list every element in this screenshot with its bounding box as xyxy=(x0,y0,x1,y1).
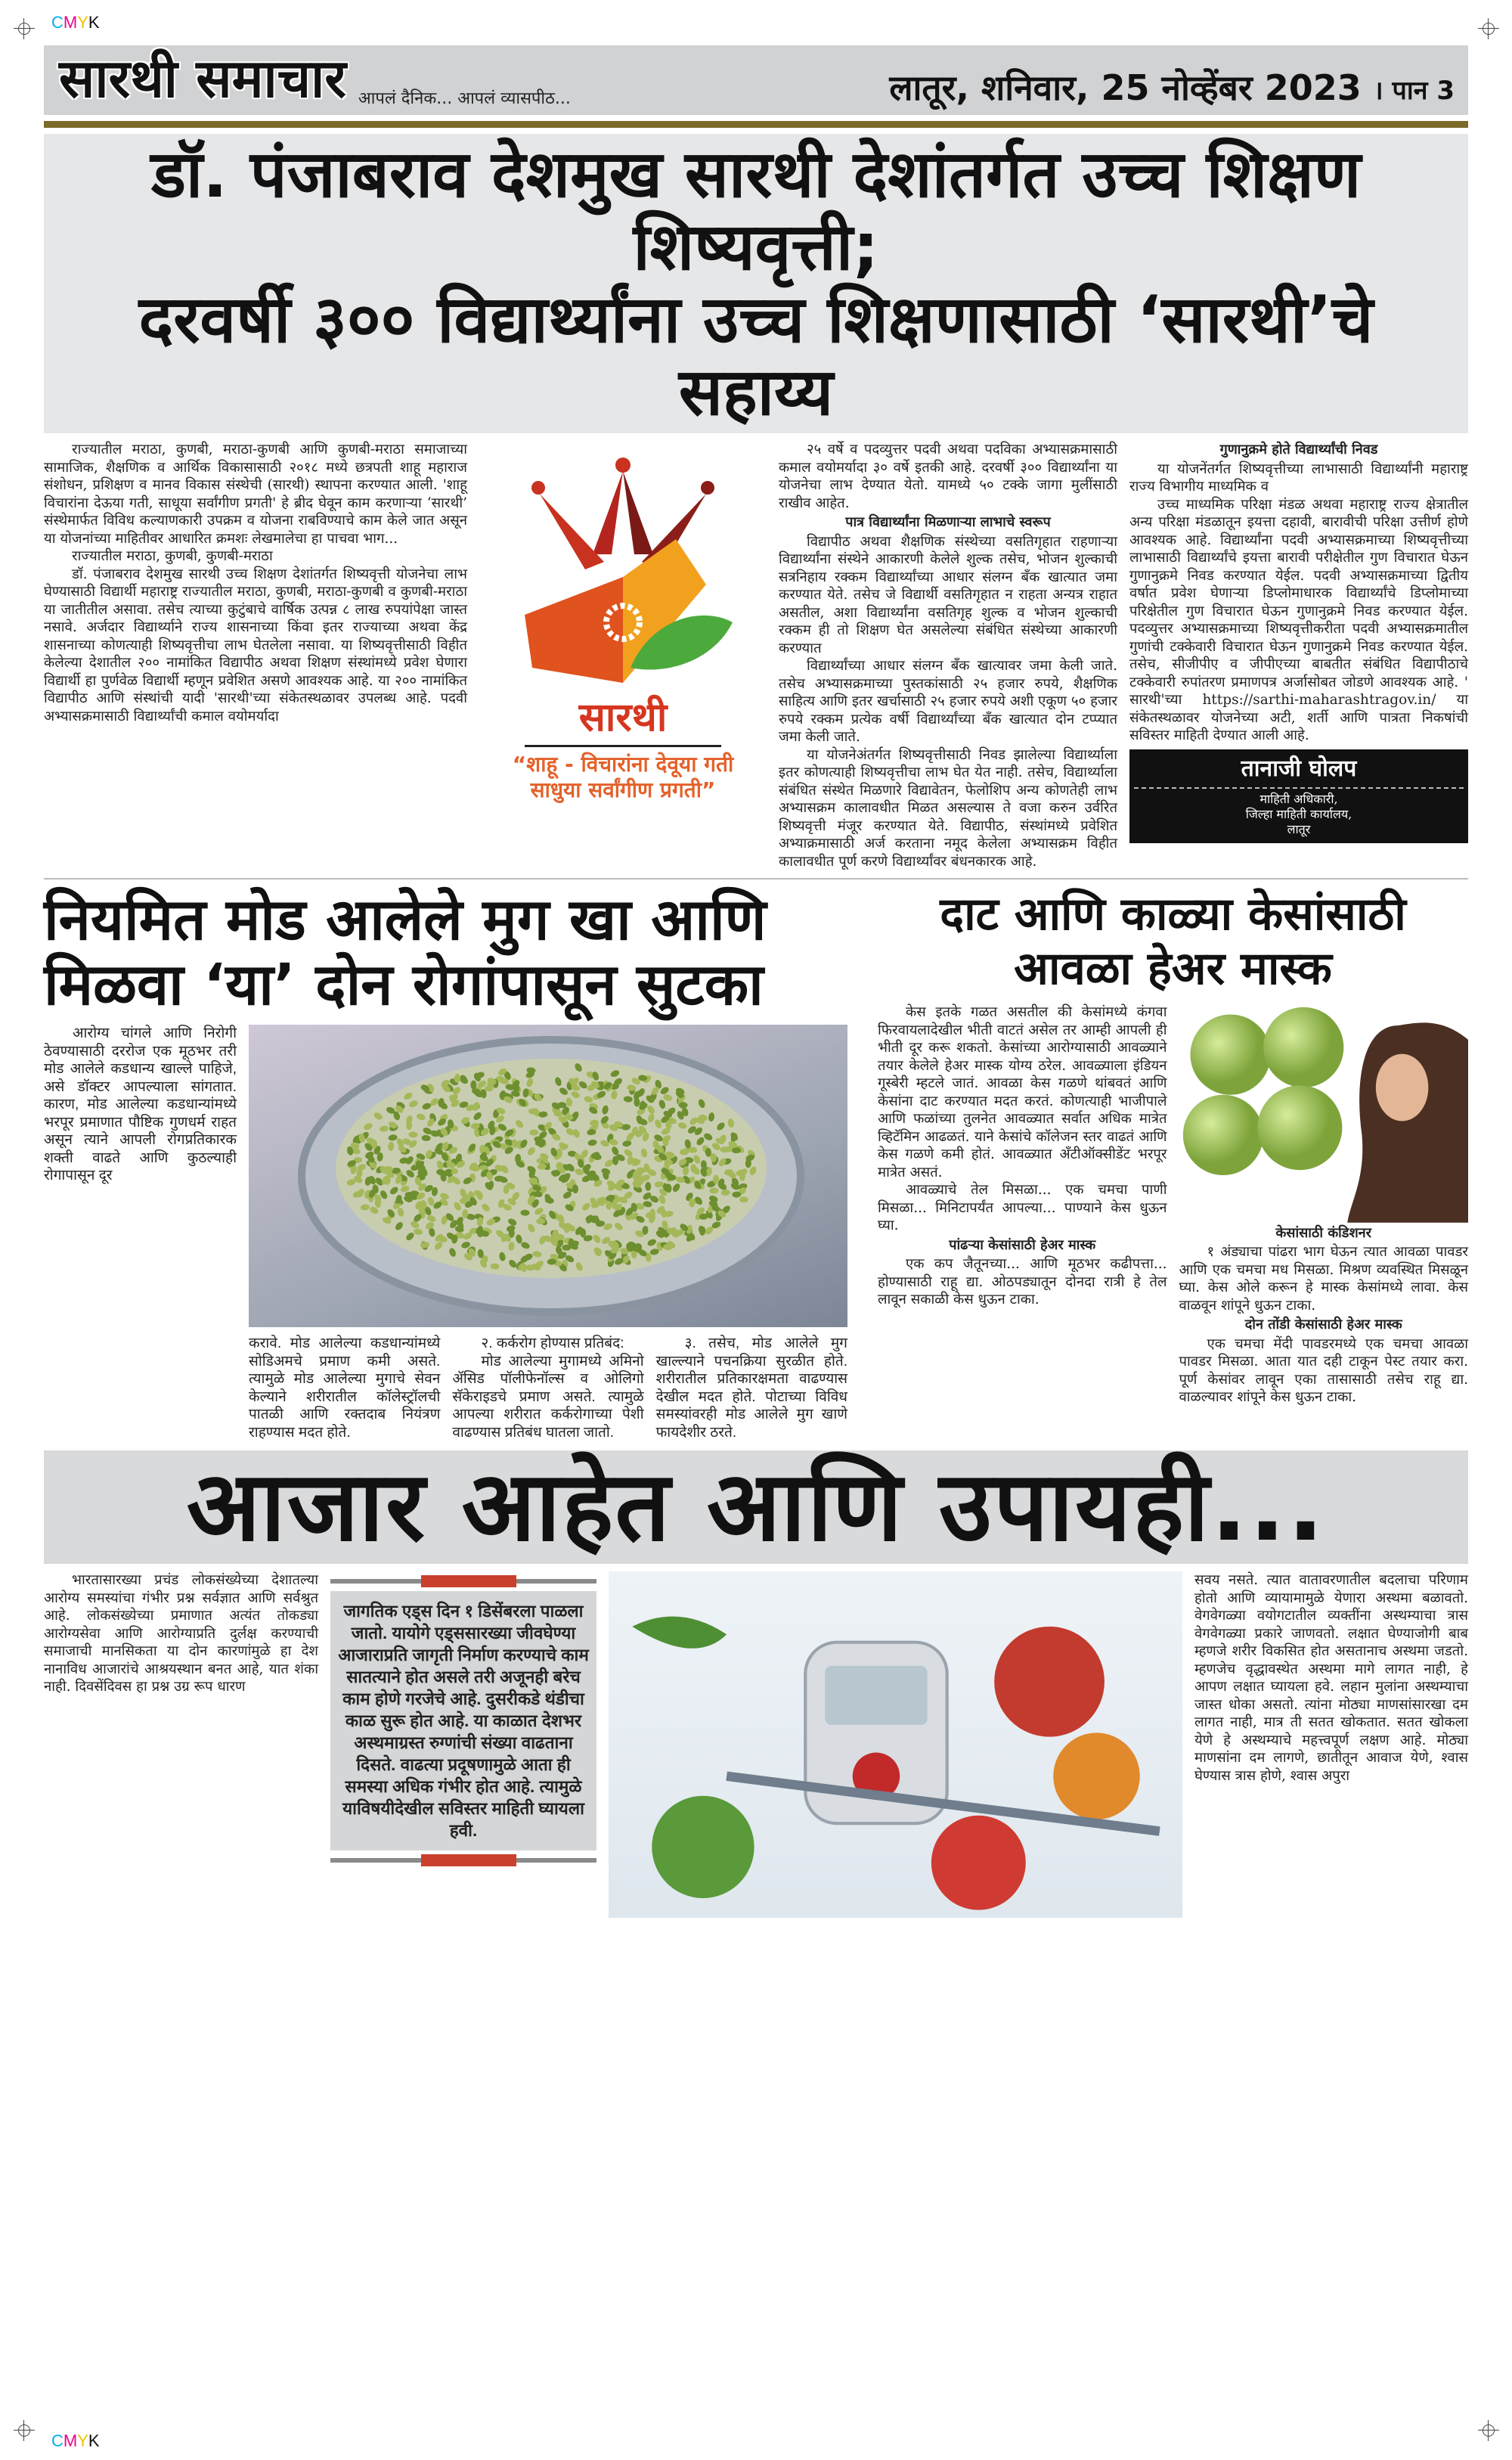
paragraph: विद्यापीठ अथवा शैक्षणिक संस्थेच्या वसतिगृहात राहणाऱ्या विद्यार्थ्यांना संस्थेने आकारणी केलेले शुल्क तसेच, भोजन शुल्काची सत्रनिहाय रक्कम विद्यार्थ्यांच्या आधार संलग्न बँक खात्यात जमा करण्यात येते. तसेच जे विद्यार्थी वसतिगृहात न राहता अन्यत्र राहात असतील, अशा विद्यार्थ्यांना वसतिगृह शुल्क व भोजन शुल्काची रक्कम ही तो शिक्षण घेत असलेल्या संबंधित संस्थेच्या आकारणी करण्यात xyxy=(779,533,1117,656)
article-column xyxy=(249,1335,440,1441)
logo-rule xyxy=(525,745,721,747)
health-beauty-row xyxy=(44,887,1468,1441)
paragraph: भारतासारख्या प्रचंड लोकसंख्येच्या देशातल्या आरोग्य समस्यांचा गंभीर प्रश्न सर्वज्ञात आणि सर्वश्रुत आहे. लोकसंख्येच्या प्रमाणात अत्यंत तोकड्या आरोग्यसेवा आणि आरोग्याप्रति दुर्लक्ष करण्याची समाजाची मानसिकता या दोन कारणांमुळे हा देश नानाविध आजारांचे आश्रयस्थान बनत आहे, यात शंका नाही. दिवसेंदिवस हा प्रश्न उग्र रूप धारण xyxy=(44,1572,318,1695)
callout-rule xyxy=(330,1858,596,1863)
subheading: पात्र विद्यार्थ्यांना मिळणाऱ्या लाभाचे स्वरूप xyxy=(845,514,1051,530)
author-city: लातूर xyxy=(1287,821,1311,836)
paragraph: केस इतके गळत असतील की केसांमध्ये कंगवा फिरवायलादेखील भीती वाटतं असेल तर आम्ही आपली ही भीती दूर करू शकतो. केसांच्या आरोग्यासाठी आवळ्याने तयार केलेले हेअर मास्क योग्य ठरेल. आवळ्याला इंडियन गूस्बेरी म्हटले जातं. आवळा केस गळणे थांबवतं आणि केसांना दाट करण्यात मदत करतं. कोणत्याही भाजीपाले आणि फळांच्या तुलनेत आवळ्यात सर्वात अधिक मात्रेत व्हिटॅमिन आढळतं. याने केसांचे कॉलेजन स्तर वाढतं आणि केस गळणे कमी होतं. आवळ्यात ॲंटीऑक्सीडेंट भरपूर मात्रेत असतं. xyxy=(878,1004,1167,1180)
callout-column xyxy=(330,1571,596,1870)
paragraph: राज्यातील मराठा, कुणबी, कुणबी-मराठा xyxy=(72,548,273,564)
subheading: दोन तोंडी केसांसाठी हेअर मास्क xyxy=(1244,1317,1402,1333)
cmyk-label: CMYK xyxy=(51,13,100,32)
paragraph: १ अंड्याचा पांढरा भाग घेऊन त्यात आवळा पावडर आणि एक चमचा मध मिसळा. मिश्रण व्यवस्थित मिसळून घ्या. केस ओले करून हे मास्क केसांमध्ये लावा. केस वाळवून शांपूने धुऊन टाका. xyxy=(1179,1244,1468,1314)
registration-mark-icon xyxy=(14,2420,35,2441)
paragraph: करावे. मोड आलेल्या कडधान्यांमध्ये सोडिअमचे प्रमाण कमी असते. त्यामुळे मोड आलेल्या मुगाचे सेवन केल्याने शरीरातील कॉलेस्ट्रॉलची पातळी आणि रक्तदाब नियंत्रण राहण्यास मदत होते. xyxy=(249,1335,441,1441)
paragraph: २५ वर्षे व पदव्युत्तर पदवी अथवा पदविका अभ्यासक्रमासाठी कमाल वयोमर्यादा ३० वर्षे इतकी आहे. दरवर्षी ३०० विद्यार्थ्यांना या योजनेचा लाभ देण्यात येतो. यामध्ये ५० टक्के जागा मुलींसाठी राखीव आहेत. xyxy=(779,442,1117,511)
article-diseases-body xyxy=(44,1571,1468,1918)
logo-wordmark: सारथी xyxy=(578,695,668,740)
registration-mark-icon xyxy=(1478,18,1499,39)
paragraph: आवळ्याचे तेल मिसळा... एक चमचा पाणी मिसळा... मिनिटापर्यंत आपल्या... पाण्याने केस धुऊन घ्या. xyxy=(878,1182,1167,1233)
callout-box: जागतिक एड्स दिन १ डिसेंबरला पाळला जातो. यायोगे एड्ससारख्या जीवघेण्या आजाराप्रति जागृती निर्माण करण्याचे काम सातत्याने होत असले तरी अजूनही बरेच काम होणे गरजेचे आहे. दुसरीकडे थंडीचा काळ सुरू होत आहे. या काळात देशभर अस्थमाग्रस्त रुग्णांची संख्या वाढताना दिसते. वाढत्या प्रदूषणामुळे आता ही समस्या अधिक गंभीर होत आहे. त्यामुळे याविषयीदेखील सविस्तर माहिती घ्यायला हवी. xyxy=(330,1591,596,1850)
headline-band xyxy=(44,1450,1468,1564)
sprout-texture xyxy=(732,1147,741,1153)
subheading: गुणानुक्रमे होते विद्यार्थ्यांची निवड xyxy=(1219,442,1378,458)
paragraph: या योजनेंतर्गत शिष्यवृत्तीच्या लाभासाठी विद्यार्थ्यांनी महाराष्ट्र राज्य विभागीय माध्यमिक व xyxy=(1129,461,1468,495)
headline-line: दाट आणि काळ्या केसांसाठी xyxy=(940,888,1406,941)
headline-line: नियमित मोड आलेले मुग खा आणि xyxy=(44,886,767,953)
article-column xyxy=(1194,1571,1468,1785)
headline-line: मिळवा ‘या’ दोन रोगांपासून सुटका xyxy=(44,951,764,1018)
intro-paragraph: राज्यातील मराठा, कुणबी, मराठा-कुणबी आणि कुणबी-मराठा समाजाच्या सामाजिक, शैक्षणिक व आर्थिक विकासासाठी २०१८ मध्ये छत्रपती शाहू महाराज संशोधन, प्रशिक्षण व मानव विकास संस्थेची (सारथी) स्थापना करण्यात आली. 'शाहू विचारांना देऊया गती, साधूया सर्वांगीण प्रगती' हे ब्रीद घेवून काम करणाऱ्या ‘सारथी’ संस्थेमार्फत विविध कल्याणकारी उपक्रम व योजना राबविण्याचे काम केले जात असून या योजनांच्या माहितीवर आधारित क्रमशः लेखमालेचा हा पाचवा भाग... xyxy=(44,442,467,547)
article-column xyxy=(1179,1004,1469,1407)
headline-amla-hair-mask xyxy=(878,887,1468,996)
headline-sprouted-moong xyxy=(44,887,847,1017)
print-marks-bottom xyxy=(44,2422,1468,2460)
author-name: तानाजी घोलप xyxy=(1241,755,1357,782)
logo-motto xyxy=(479,752,767,803)
paragraph: आरोग्य चांगले आणि निरोगी ठेवण्यासाठी दररोज एक मूठभर तरी मोड आलेले कडधान्य खाल्ले पाहिजे, असे डॉक्टर आपल्याला सांगतात. कारण, मोड आलेल्या कडधान्यांमध्ये भरपूर प्रमाणात पौष्टिक गुणधर्म राहत असून त्याने आपली रोगप्रतिकारक शक्ती वाढते आणि कुठल्याही रोगापासून दूर xyxy=(44,1025,237,1183)
article-amla-hair-mask xyxy=(878,887,1468,1407)
dateline: लातूर, शनिवार, 25 नोव्हेंबर 2023 xyxy=(889,67,1362,108)
page-number: । पान 3 xyxy=(1373,76,1455,106)
author-role: माहिती अधिकारी, xyxy=(1259,791,1338,806)
article-sprouted-moong xyxy=(44,887,847,1441)
headline-line: दरवर्षी ३०० विद्यार्थ्यांना उच्च शिक्षणासाठी ‘सारथी’चे सहाय्य xyxy=(138,282,1374,430)
masthead xyxy=(44,45,1468,115)
glucose-meter-fruits-image xyxy=(609,1571,1182,1918)
paragraph: एक चमचा मेंदी पावडरमध्ये एक चमचा आवळा पावडर मिसळा. आता यात दही टाकून पेस्ट तयार करा. पूर्ण केसांवर लावून एका तासासाठी तसेच राहू द्या. वाळल्यावर शांपूने केस धुऊन टाका. xyxy=(1179,1335,1468,1406)
amla-fruit-image xyxy=(1179,1004,1469,1223)
health-photo xyxy=(609,1571,1182,1918)
article-column xyxy=(44,1025,237,1185)
newspaper-title: सारथी समाचार xyxy=(59,48,346,110)
headline-line: डॉ. पंजाबराव देशमुख सारथी देशांतर्गत उच्च शिक्षण शिष्यवृत्ती; xyxy=(150,137,1362,285)
paragraph: एक कप जैतूनच्या... आणि मूठभर कढीपत्ता... होण्यासाठी राहू द्या. ओठपड्यातून दोनदा रात्री हे तेल लावून सकाळी केस धुऊन टाका. xyxy=(878,1256,1167,1308)
byline-box xyxy=(1129,749,1468,843)
headline-diseases-and-remedies: आजार आहेत आणि उपायही... xyxy=(186,1450,1326,1563)
section-divider xyxy=(44,878,1468,879)
paragraph: सवय नसते. त्यात वातावरणातील बदलाचा परिणाम होतो आणि व्यायामामुळे येणारा अस्थमा बळावतो. वेगवेगळ्या वयोगटातील व्यक्तींना अस्थम्याचा त्रास वेगवेगळ्या प्रकारे जाणवतो. लक्षात घेण्याजोगी बाब म्हणजे शरीर विकसित होत असतानाच अस्थमा जडतो. म्हणजेच वृद्धावस्थेत अस्थमा मागे लागत नाही, हे आपण लक्षात घ्यायला हवे. लहान मुलांना अस्थम्याचा जास्त धोका असतो. त्यांना मोठ्या माणसांसारखा दम लागत नाही, मात्र ती सतत खोकतात. सतत खोकला येणे हे अस्थम्याचे महत्त्वपूर्ण लक्षण आहे. मोठ्या माणसांना दम लागणे, छातीतून आवाज येणे, श्वास घेण्यास त्रास होणे, श्वास अपुरा xyxy=(1194,1572,1468,1784)
article-columns xyxy=(779,441,1468,870)
print-marks-top xyxy=(44,0,1468,45)
article-column xyxy=(44,1571,318,1696)
paragraph: विद्यार्थ्यांच्या आधार संलग्न बँक खात्यावर जमा केली जाते. तसेच अभ्यासक्रमाच्या पुस्तकांसाठी २५ हजार रुपये, शैक्षणिक साहित्य आणि इतर खर्चासाठी २५ हजार रुपये अशी एकूण ५० हजार रुपये रक्कम प्रत्येक वर्षी विद्यार्थ्यांच्या बँक खात्यात दोन टप्प्यात जमा केली जाते. xyxy=(779,658,1117,745)
paragraph: मोड आलेल्या मुगामध्ये अमिनो ॲसिड पॉलीफेनॉल्स व ओलिगो सॅकेराइडचे प्रमाण असते. त्यामुळे आपल्या शरीरात कर्करोगाच्या पेशी वाढण्यास प्रतिबंध घातला जातो. xyxy=(452,1353,644,1441)
paragraph: या योजनेअंतर्गत शिष्यवृत्तीसाठी निवड झालेल्या विद्यार्थ्याला इतर कोणत्याही शिष्यवृत्तीचा लाभ घेत येत नाही. तसेच, विद्यार्थ्याला संबंधित संस्थेत मिळणारे विद्यावेतन, फेलोशिप अन्य कोणतेही लाभ अभ्यासक्रम कालावधीत मिळत असल्यास ते वजा करुन उर्वरित शिष्यवृत्ती मंजूर करण्यात येते. विद्यापीठ, संस्थांमध्ये प्रवेशित अभ्याक्रमासाठी अर्ज करताना नमूद केलेला अभ्यासक्रम विहीत कालावधीत पूर्ण करणे विद्यार्थ्यांवर बंधनकारक आहे. xyxy=(779,746,1117,870)
sarthi-logo xyxy=(479,441,767,803)
sprout-texture xyxy=(416,1160,422,1169)
registration-mark-icon xyxy=(14,18,35,39)
article-column xyxy=(656,1335,847,1441)
sarthi-emblem-icon xyxy=(479,441,767,690)
callout-rule xyxy=(330,1579,596,1584)
motto-line: साधुया सर्वांगीण प्रगती” xyxy=(530,777,716,802)
subheading: २. कर्करोग होण्यास प्रतिबंद: xyxy=(481,1335,624,1351)
author-office: जिल्हा माहिती कार्यालय, xyxy=(1245,806,1352,821)
paragraph: ३. तसेच, मोड आलेले मुग खाल्ल्याने पचनक्रिया सुरळीत होते. शरीरातील प्रतिकारक्षमता वाढण्यास देखील मदत होते. पोटाच्या विविध समस्यांवरही मोड आलेले मुग खाणे फायदेशीर ठरते. xyxy=(655,1335,847,1441)
tagline: आपलं दैनिक... आपलं व्यासपीठ... xyxy=(358,89,571,108)
article-column xyxy=(878,1004,1167,1309)
colander-sprouts-image xyxy=(249,1025,847,1327)
paragraph: उच्च माध्यमिक परिक्षा मंडळ अथवा महाराष्ट्र राज्य क्षेत्रातील अन्य परिक्षा मंडळातून इयत्ता दहावी, बारावीची परिक्षा उत्तीर्ण होणे आवश्यक आहे. विद्यार्थ्यांना पदवी अभ्यासक्रमाच्या शिष्यवृत्तीच्या लाभासाठी विद्यार्थ्यांचे इयत्ता बारावी परीक्षेतील गुण विचारात घेऊन गुणानुक्रमे निवड करण्यात येईल. पदवी अभ्यासक्रमाच्या द्वितीय वर्षात प्रवेश घेणाऱ्या डिप्लोमाधारक विद्यार्थ्यांचे डिप्लोमाच्या परिक्षेतील गुण विचारात घेऊन गुणानुक्रमे निवड करण्यात येईल. पदव्युत्तर अभ्यासक्रमाच्या शिष्यवृत्तीकरीता पदवी अभ्यासक्रमातील गुणांची टक्केवारी विचारात घेऊन गुणानुक्रमे निवड करण्यात येईल. तसेच, सीजीपीए व जीपीएच्या बाबतीत संबंधित विद्यापीठाचे टक्केवारी रुपांतरण प्रमाणपत्र अर्जासोबत जोडणे आवश्यक आहे. ' सारथी'च्या https://sarthi-maharashtragov.in/ या संकेतस्थळावर योजनेच्या अटी, शर्ती आणि पात्रता निकषांची सविस्तर माहिती देण्यात आली आहे. xyxy=(1129,496,1468,743)
byline-divider xyxy=(1134,787,1464,789)
sprouts-photo xyxy=(249,1025,847,1327)
headline-sarthi-scholarship xyxy=(44,134,1468,433)
article-column xyxy=(452,1335,643,1441)
subheading: पांढऱ्या केसांसाठी हेअर मास्क xyxy=(949,1236,1096,1253)
paragraph: डॉ. पंजाबराव देशमुख सारथी उच्च शिक्षण देशांतर्गत शिष्यवृत्ती योजनेचा लाभ घेण्यासाठी विद्यार्थी महाराष्ट्र राज्यातील मराठा, कुणबी, मराठा-कुणबी व कुणबी-मराठा या जातीतील असावा. तसेच त्याच्या कुटुंबाचे वार्षिक उत्पन्न ८ लाख रुपयांपेक्षा जास्त नसावे. अर्जदार विद्यार्थ्याने राज्य शासनाच्या किंवा इतर राज्याच्या अथवा केंद्र शासनाच्या कोणत्याही शिष्यवृत्तीचा लाभ घेतलेला नसावा. या शिष्यवृत्तीसाठी विहीत केलेल्या देशातील २०० नामांकित विद्यापीठ अथवा शिक्षण संस्थांमध्ये प्रवेश घेणारा विद्यार्थी हा पुर्णवेळ विद्यार्थी म्हणून प्रवेशित असणे आवश्यक आहे. या २०० नामांकित विद्यापीठ आणि संस्थांची यादी 'सारथी'च्या संकेतस्थळावर उपलब्ध आहे. पदवी अभ्यासक्रमासाठी विद्यार्थ्यांची कमाल वयोमर्यादा xyxy=(44,566,467,724)
motto-line: “शाहू - विचारांना देवूया गती xyxy=(512,752,734,777)
article-sarthi-body xyxy=(44,441,1468,870)
masthead-rule xyxy=(44,121,1468,128)
subheading: केसांसाठी कंडिशनर xyxy=(1275,1224,1372,1241)
amla-photo xyxy=(1179,1004,1469,1223)
registration-mark-icon xyxy=(1478,2420,1499,2441)
article-column xyxy=(44,441,467,725)
sprout-texture xyxy=(477,1228,483,1237)
headline-line: आवळा हेअर मास्क xyxy=(1014,942,1332,995)
cmyk-label: CMYK xyxy=(51,2431,100,2450)
sprout-texture xyxy=(679,1102,688,1108)
